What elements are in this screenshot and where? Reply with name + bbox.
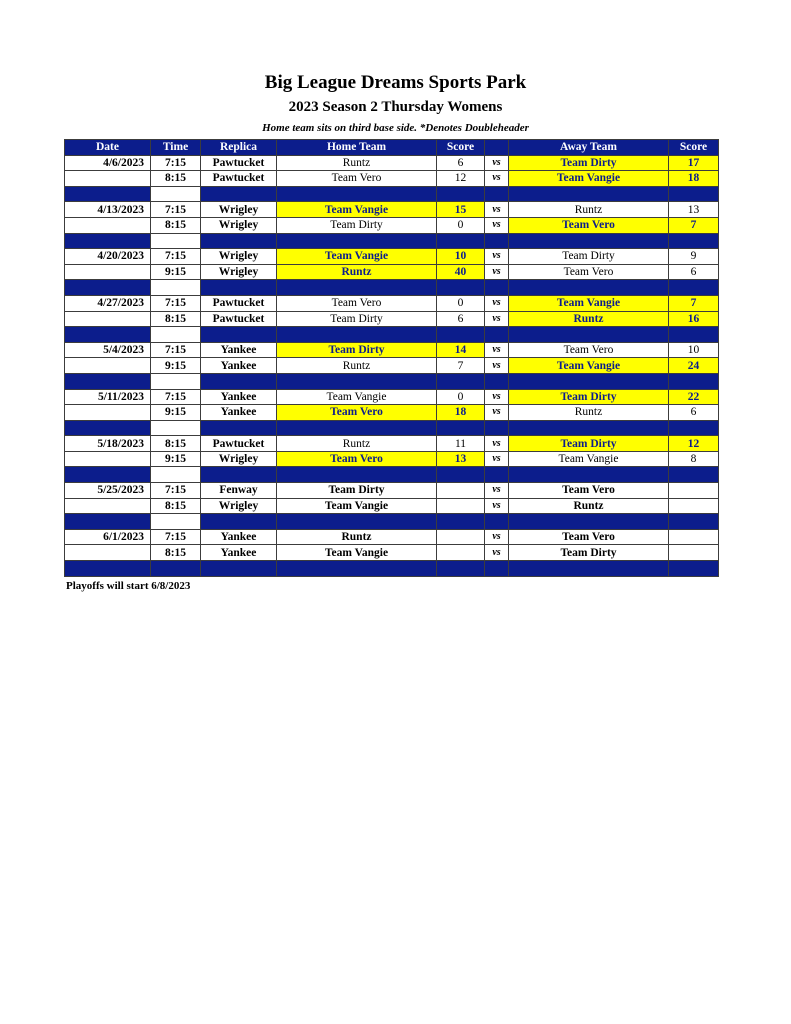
home-team-cell: Team Vangie bbox=[277, 202, 437, 218]
home-team-cell: Team Vero bbox=[277, 451, 437, 467]
week-separator-row bbox=[65, 233, 719, 249]
separator-cell bbox=[437, 467, 485, 483]
separator-cell bbox=[277, 233, 437, 249]
week-separator-row bbox=[65, 420, 719, 436]
away-score-cell: 8 bbox=[669, 451, 719, 467]
separator-cell bbox=[151, 373, 201, 389]
separator-cell bbox=[669, 561, 719, 577]
vs-cell: vs bbox=[485, 498, 509, 514]
column-header-date: Date bbox=[65, 140, 151, 156]
time-cell: 8:15 bbox=[151, 171, 201, 187]
separator-cell bbox=[437, 373, 485, 389]
time-cell: 9:15 bbox=[151, 405, 201, 421]
separator-cell bbox=[437, 327, 485, 343]
away-team-cell: Team Vero bbox=[509, 342, 669, 358]
table-row bbox=[65, 483, 719, 499]
week-separator-row bbox=[65, 280, 719, 296]
away-team-cell: Team Dirty bbox=[509, 389, 669, 405]
table-row bbox=[65, 202, 719, 218]
time-cell: 8:15 bbox=[151, 545, 201, 561]
separator-cell bbox=[65, 561, 151, 577]
separator-cell bbox=[201, 280, 277, 296]
table-row bbox=[65, 155, 719, 171]
home-score-cell: 13 bbox=[437, 451, 485, 467]
date-cell: 4/6/2023 bbox=[65, 155, 151, 171]
time-cell: 9:15 bbox=[151, 451, 201, 467]
replica-cell: Yankee bbox=[201, 405, 277, 421]
vs-cell: vs bbox=[485, 171, 509, 187]
date-cell bbox=[65, 545, 151, 561]
time-cell: 7:15 bbox=[151, 249, 201, 265]
separator-cell bbox=[65, 514, 151, 530]
separator-cell bbox=[509, 327, 669, 343]
home-score-cell: 6 bbox=[437, 311, 485, 327]
home-score-cell bbox=[437, 483, 485, 499]
week-separator-row bbox=[65, 467, 719, 483]
separator-cell bbox=[277, 280, 437, 296]
separator-cell bbox=[669, 420, 719, 436]
column-header-vs bbox=[485, 140, 509, 156]
separator-cell bbox=[669, 467, 719, 483]
replica-cell: Wrigley bbox=[201, 451, 277, 467]
separator-cell bbox=[277, 420, 437, 436]
replica-cell: Pawtucket bbox=[201, 171, 277, 187]
home-score-cell: 12 bbox=[437, 171, 485, 187]
home-score-cell: 0 bbox=[437, 389, 485, 405]
home-team-cell: Runtz bbox=[277, 264, 437, 280]
time-cell: 7:15 bbox=[151, 529, 201, 545]
separator-cell bbox=[201, 420, 277, 436]
home-score-cell: 40 bbox=[437, 264, 485, 280]
home-team-cell: Team Dirty bbox=[277, 217, 437, 233]
schedule-body bbox=[65, 155, 719, 576]
separator-cell bbox=[669, 233, 719, 249]
separator-cell bbox=[65, 233, 151, 249]
date-cell bbox=[65, 358, 151, 374]
column-header-time: Time bbox=[151, 140, 201, 156]
vs-cell: vs bbox=[485, 483, 509, 499]
week-separator-row bbox=[65, 514, 719, 530]
away-score-cell: 12 bbox=[669, 436, 719, 452]
separator-cell bbox=[277, 186, 437, 202]
table-header-row bbox=[65, 140, 719, 156]
vs-cell: vs bbox=[485, 217, 509, 233]
home-team-cell: Team Vangie bbox=[277, 389, 437, 405]
time-cell: 7:15 bbox=[151, 483, 201, 499]
away-score-cell bbox=[669, 529, 719, 545]
vs-cell: vs bbox=[485, 529, 509, 545]
replica-cell: Yankee bbox=[201, 545, 277, 561]
week-separator-row bbox=[65, 561, 719, 577]
home-score-cell: 0 bbox=[437, 217, 485, 233]
separator-cell bbox=[201, 514, 277, 530]
separator-cell bbox=[277, 327, 437, 343]
separator-cell bbox=[509, 467, 669, 483]
time-cell: 8:15 bbox=[151, 436, 201, 452]
separator-cell bbox=[485, 514, 509, 530]
separator-cell bbox=[669, 280, 719, 296]
replica-cell: Wrigley bbox=[201, 498, 277, 514]
vs-cell: vs bbox=[485, 451, 509, 467]
time-cell: 7:15 bbox=[151, 342, 201, 358]
replica-cell: Pawtucket bbox=[201, 311, 277, 327]
away-team-cell: Team Vangie bbox=[509, 451, 669, 467]
separator-cell bbox=[201, 327, 277, 343]
home-score-cell: 15 bbox=[437, 202, 485, 218]
away-score-cell: 10 bbox=[669, 342, 719, 358]
home-team-cell: Team Vangie bbox=[277, 545, 437, 561]
separator-cell bbox=[151, 327, 201, 343]
home-score-cell: 0 bbox=[437, 295, 485, 311]
separator-cell bbox=[437, 561, 485, 577]
separator-cell bbox=[509, 514, 669, 530]
home-team-cell: Runtz bbox=[277, 436, 437, 452]
separator-cell bbox=[277, 467, 437, 483]
separator-cell bbox=[485, 327, 509, 343]
replica-cell: Wrigley bbox=[201, 249, 277, 265]
home-score-cell: 10 bbox=[437, 249, 485, 265]
table-row bbox=[65, 529, 719, 545]
date-cell bbox=[65, 451, 151, 467]
away-team-cell: Team Dirty bbox=[509, 436, 669, 452]
vs-cell: vs bbox=[485, 436, 509, 452]
separator-cell bbox=[509, 186, 669, 202]
separator-cell bbox=[65, 373, 151, 389]
replica-cell: Pawtucket bbox=[201, 155, 277, 171]
separator-cell bbox=[65, 467, 151, 483]
vs-cell: vs bbox=[485, 545, 509, 561]
separator-cell bbox=[201, 467, 277, 483]
table-row bbox=[65, 311, 719, 327]
home-score-cell bbox=[437, 545, 485, 561]
separator-cell bbox=[277, 561, 437, 577]
table-row bbox=[65, 451, 719, 467]
table-row bbox=[65, 217, 719, 233]
vs-cell: vs bbox=[485, 311, 509, 327]
table-row bbox=[65, 342, 719, 358]
home-team-cell: Team Dirty bbox=[277, 342, 437, 358]
date-cell: 5/25/2023 bbox=[65, 483, 151, 499]
time-cell: 7:15 bbox=[151, 295, 201, 311]
table-row bbox=[65, 389, 719, 405]
separator-cell bbox=[151, 186, 201, 202]
home-score-cell bbox=[437, 529, 485, 545]
time-cell: 9:15 bbox=[151, 264, 201, 280]
away-score-cell: 6 bbox=[669, 405, 719, 421]
home-score-cell: 11 bbox=[437, 436, 485, 452]
away-team-cell: Team Vero bbox=[509, 217, 669, 233]
separator-cell bbox=[65, 327, 151, 343]
date-cell: 5/18/2023 bbox=[65, 436, 151, 452]
separator-cell bbox=[669, 186, 719, 202]
away-team-cell: Runtz bbox=[509, 311, 669, 327]
schedule-table bbox=[64, 139, 719, 577]
column-header-away-score: Score bbox=[669, 140, 719, 156]
time-cell: 8:15 bbox=[151, 311, 201, 327]
time-cell: 8:15 bbox=[151, 217, 201, 233]
vs-cell: vs bbox=[485, 389, 509, 405]
away-team-cell: Team Vero bbox=[509, 264, 669, 280]
replica-cell: Wrigley bbox=[201, 264, 277, 280]
home-team-cell: Runtz bbox=[277, 529, 437, 545]
away-score-cell: 13 bbox=[669, 202, 719, 218]
separator-cell bbox=[509, 561, 669, 577]
away-team-cell: Team Dirty bbox=[509, 545, 669, 561]
separator-cell bbox=[485, 233, 509, 249]
separator-cell bbox=[437, 186, 485, 202]
separator-cell bbox=[151, 420, 201, 436]
separator-cell bbox=[485, 561, 509, 577]
table-row bbox=[65, 249, 719, 265]
separator-cell bbox=[509, 280, 669, 296]
vs-cell: vs bbox=[485, 249, 509, 265]
table-row bbox=[65, 436, 719, 452]
separator-cell bbox=[201, 233, 277, 249]
date-cell bbox=[65, 498, 151, 514]
time-cell: 7:15 bbox=[151, 389, 201, 405]
separator-cell bbox=[485, 373, 509, 389]
date-cell bbox=[65, 311, 151, 327]
away-score-cell: 16 bbox=[669, 311, 719, 327]
vs-cell: vs bbox=[485, 155, 509, 171]
home-team-cell: Team Dirty bbox=[277, 483, 437, 499]
away-score-cell: 7 bbox=[669, 217, 719, 233]
home-team-cell: Team Vero bbox=[277, 295, 437, 311]
table-row bbox=[65, 171, 719, 187]
time-cell: 7:15 bbox=[151, 202, 201, 218]
date-cell bbox=[65, 217, 151, 233]
week-separator-row bbox=[65, 373, 719, 389]
header-note: Home team sits on third base side. *Denotes Doubleheader bbox=[262, 122, 529, 134]
separator-cell bbox=[509, 233, 669, 249]
home-team-cell: Team Vero bbox=[277, 171, 437, 187]
separator-cell bbox=[485, 280, 509, 296]
away-team-cell: Team Vero bbox=[509, 483, 669, 499]
date-cell bbox=[65, 171, 151, 187]
vs-cell: vs bbox=[485, 202, 509, 218]
home-score-cell: 7 bbox=[437, 358, 485, 374]
away-score-cell: 18 bbox=[669, 171, 719, 187]
home-score-cell bbox=[437, 498, 485, 514]
week-separator-row bbox=[65, 186, 719, 202]
replica-cell: Yankee bbox=[201, 342, 277, 358]
separator-cell bbox=[277, 373, 437, 389]
home-team-cell: Runtz bbox=[277, 155, 437, 171]
away-score-cell: 7 bbox=[669, 295, 719, 311]
away-team-cell: Team Vangie bbox=[509, 295, 669, 311]
playoffs-note: Playoffs will start 6/8/2023 bbox=[66, 580, 191, 592]
separator-cell bbox=[485, 467, 509, 483]
replica-cell: Wrigley bbox=[201, 202, 277, 218]
replica-cell: Wrigley bbox=[201, 217, 277, 233]
separator-cell bbox=[65, 420, 151, 436]
separator-cell bbox=[437, 280, 485, 296]
date-cell: 6/1/2023 bbox=[65, 529, 151, 545]
separator-cell bbox=[277, 514, 437, 530]
date-cell bbox=[65, 264, 151, 280]
separator-cell bbox=[151, 514, 201, 530]
vs-cell: vs bbox=[485, 358, 509, 374]
separator-cell bbox=[437, 420, 485, 436]
separator-cell bbox=[437, 233, 485, 249]
table-row bbox=[65, 498, 719, 514]
date-cell: 5/11/2023 bbox=[65, 389, 151, 405]
replica-cell: Pawtucket bbox=[201, 295, 277, 311]
table-row bbox=[65, 405, 719, 421]
separator-cell bbox=[65, 186, 151, 202]
time-cell: 7:15 bbox=[151, 155, 201, 171]
vs-cell: vs bbox=[485, 264, 509, 280]
page-title: Big League Dreams Sports Park bbox=[264, 72, 527, 93]
separator-cell bbox=[151, 280, 201, 296]
separator-cell bbox=[201, 186, 277, 202]
table-row bbox=[65, 545, 719, 561]
replica-cell: Yankee bbox=[201, 529, 277, 545]
away-score-cell: 9 bbox=[669, 249, 719, 265]
separator-cell bbox=[669, 514, 719, 530]
date-cell: 4/13/2023 bbox=[65, 202, 151, 218]
time-cell: 8:15 bbox=[151, 498, 201, 514]
away-score-cell: 22 bbox=[669, 389, 719, 405]
table-row bbox=[65, 295, 719, 311]
separator-cell bbox=[151, 233, 201, 249]
time-cell: 9:15 bbox=[151, 358, 201, 374]
column-header-home-score: Score bbox=[437, 140, 485, 156]
replica-cell: Fenway bbox=[201, 483, 277, 499]
separator-cell bbox=[509, 373, 669, 389]
vs-cell: vs bbox=[485, 405, 509, 421]
date-cell: 4/27/2023 bbox=[65, 295, 151, 311]
column-header-replica: Replica bbox=[201, 140, 277, 156]
vs-cell: vs bbox=[485, 295, 509, 311]
separator-cell bbox=[151, 561, 201, 577]
week-separator-row bbox=[65, 327, 719, 343]
column-header-home-team: Home Team bbox=[277, 140, 437, 156]
away-score-cell bbox=[669, 545, 719, 561]
date-cell: 4/20/2023 bbox=[65, 249, 151, 265]
page-subtitle: 2023 Season 2 Thursday Womens bbox=[288, 99, 503, 115]
separator-cell bbox=[485, 420, 509, 436]
away-team-cell: Team Vangie bbox=[509, 171, 669, 187]
home-score-cell: 6 bbox=[437, 155, 485, 171]
home-team-cell: Team Vero bbox=[277, 405, 437, 421]
away-team-cell: Team Dirty bbox=[509, 155, 669, 171]
date-cell: 5/4/2023 bbox=[65, 342, 151, 358]
away-score-cell: 6 bbox=[669, 264, 719, 280]
date-cell bbox=[65, 405, 151, 421]
away-score-cell bbox=[669, 483, 719, 499]
home-score-cell: 14 bbox=[437, 342, 485, 358]
separator-cell bbox=[151, 467, 201, 483]
separator-cell bbox=[437, 514, 485, 530]
away-team-cell: Runtz bbox=[509, 202, 669, 218]
separator-cell bbox=[201, 373, 277, 389]
separator-cell bbox=[201, 561, 277, 577]
home-team-cell: Runtz bbox=[277, 358, 437, 374]
separator-cell bbox=[509, 420, 669, 436]
home-score-cell: 18 bbox=[437, 405, 485, 421]
replica-cell: Pawtucket bbox=[201, 436, 277, 452]
away-score-cell: 17 bbox=[669, 155, 719, 171]
separator-cell bbox=[669, 373, 719, 389]
away-team-cell: Team Vero bbox=[509, 529, 669, 545]
away-team-cell: Runtz bbox=[509, 498, 669, 514]
away-team-cell: Runtz bbox=[509, 405, 669, 421]
separator-cell bbox=[65, 280, 151, 296]
replica-cell: Yankee bbox=[201, 389, 277, 405]
home-team-cell: Team Dirty bbox=[277, 311, 437, 327]
away-score-cell bbox=[669, 498, 719, 514]
away-team-cell: Team Vangie bbox=[509, 358, 669, 374]
home-team-cell: Team Vangie bbox=[277, 498, 437, 514]
table-row bbox=[65, 264, 719, 280]
replica-cell: Yankee bbox=[201, 358, 277, 374]
separator-cell bbox=[669, 327, 719, 343]
home-team-cell: Team Vangie bbox=[277, 249, 437, 265]
vs-cell: vs bbox=[485, 342, 509, 358]
separator-cell bbox=[485, 186, 509, 202]
away-team-cell: Team Dirty bbox=[509, 249, 669, 265]
column-header-away-team: Away Team bbox=[509, 140, 669, 156]
table-row bbox=[65, 358, 719, 374]
away-score-cell: 24 bbox=[669, 358, 719, 374]
